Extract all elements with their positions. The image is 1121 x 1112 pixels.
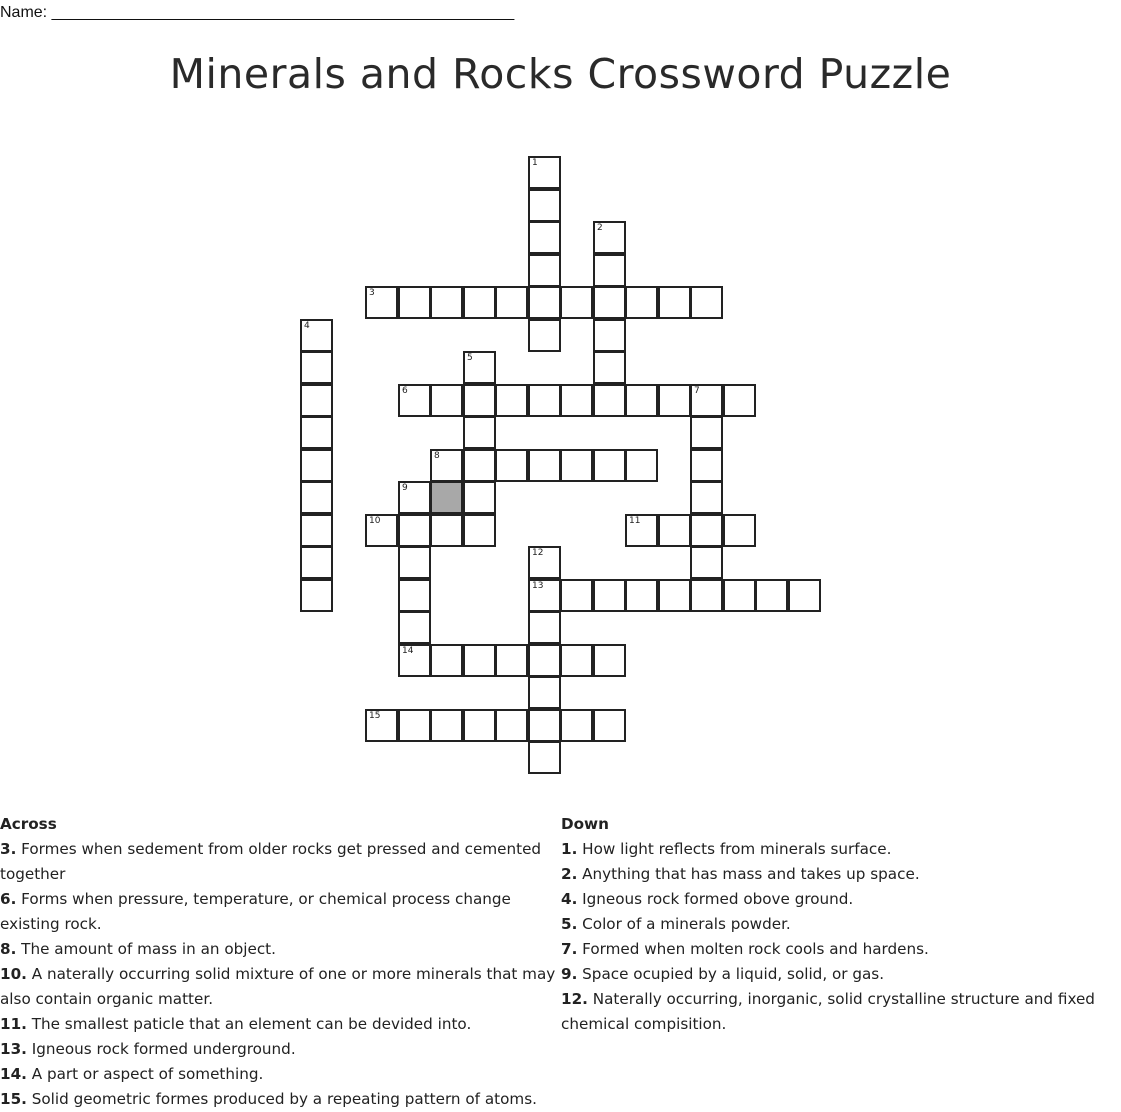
grid-cell[interactable] [365, 709, 398, 742]
grid-cell[interactable] [463, 384, 496, 417]
clue-text: Solid geometric formes produced by a repeating pattern of atoms. [26, 1090, 537, 1108]
clue-number: 14. [0, 1065, 27, 1083]
clue-number: 1 [532, 158, 538, 168]
grid-cell[interactable] [528, 384, 561, 417]
grid-cell[interactable] [593, 221, 626, 254]
across-clues [0, 812, 556, 1112]
clue-text: Anything that has mass and takes up space. [577, 865, 920, 883]
down-clue [561, 862, 1119, 887]
grid-cell[interactable] [398, 611, 431, 644]
clue-number: 8. [0, 940, 17, 958]
clue-text: Color of a minerals powder. [577, 915, 791, 933]
across-clue [0, 937, 556, 962]
clue-number: 12. [561, 990, 588, 1008]
grid-cell[interactable] [300, 384, 333, 417]
grid-cell[interactable] [690, 416, 723, 449]
clue-text: Igneous rock formed underground. [26, 1040, 296, 1058]
clue-number: 13 [532, 581, 544, 591]
grid-cell[interactable] [528, 709, 561, 742]
clue-number: 9 [402, 483, 408, 493]
grid-cell[interactable] [560, 384, 593, 417]
grid-cell[interactable] [528, 221, 561, 254]
down-clue [561, 962, 1119, 987]
clue-text: Forms when pressure, temperature, or chemical process change existing rock. [0, 890, 511, 933]
grid-cell[interactable] [690, 546, 723, 579]
across-clue [0, 1087, 556, 1112]
grid-cell[interactable] [690, 449, 723, 482]
grid-cell[interactable] [593, 319, 626, 352]
grid-cell[interactable] [430, 514, 463, 547]
down-clue [561, 887, 1119, 912]
grid-cell[interactable] [398, 644, 431, 677]
grid-cell[interactable] [495, 709, 528, 742]
grid-cell[interactable] [430, 384, 463, 417]
clue-number: 10. [0, 965, 27, 983]
grid-cell[interactable] [690, 579, 723, 612]
grid-cell[interactable] [528, 676, 561, 709]
grid-cell[interactable] [658, 286, 691, 319]
grid-cell[interactable] [560, 449, 593, 482]
shaded-grid-cell [430, 481, 463, 514]
clue-number: 3 [369, 288, 375, 298]
grid-cell[interactable] [528, 546, 561, 579]
grid-cell[interactable] [463, 709, 496, 742]
clue-number: 12 [532, 548, 544, 558]
clue-text: The smallest paticle that an element can be devided into. [26, 1015, 472, 1033]
across-clue [0, 962, 556, 1012]
clue-number: 8 [434, 451, 440, 461]
across-clue [0, 1037, 556, 1062]
grid-cell[interactable] [528, 579, 561, 612]
clue-number: 5. [561, 915, 578, 933]
down-clue [561, 937, 1119, 962]
grid-cell[interactable] [300, 319, 333, 352]
grid-cell[interactable] [658, 579, 691, 612]
grid-cell[interactable] [755, 579, 788, 612]
clue-text: Formed when molten rock cools and hardens. [577, 940, 929, 958]
grid-cell[interactable] [463, 644, 496, 677]
grid-cell[interactable] [463, 351, 496, 384]
clue-text: Naterally occurring, inorganic, solid crystalline structure and fixed chemical compisition. [561, 990, 1095, 1033]
clue-number: 4 [304, 321, 310, 331]
clue-text: A part or aspect of something. [26, 1065, 264, 1083]
grid-cell[interactable] [625, 384, 658, 417]
clue-number: 5 [467, 353, 473, 363]
clue-number: 13. [0, 1040, 27, 1058]
grid-cell[interactable] [593, 579, 626, 612]
grid-cell[interactable] [528, 741, 561, 774]
grid-cell[interactable] [560, 286, 593, 319]
grid-cell[interactable] [365, 514, 398, 547]
grid-cell[interactable] [723, 384, 756, 417]
clue-number: 2. [561, 865, 578, 883]
grid-cell[interactable] [463, 514, 496, 547]
grid-cell[interactable] [560, 709, 593, 742]
clue-number: 15. [0, 1090, 27, 1108]
down-clue [561, 837, 1119, 862]
clue-number: 2 [597, 223, 603, 233]
down-clue [561, 987, 1119, 1037]
across-clue [0, 1062, 556, 1087]
grid-cell[interactable] [658, 514, 691, 547]
clue-text: Igneous rock formed obove ground. [577, 890, 854, 908]
grid-cell[interactable] [463, 449, 496, 482]
grid-cell[interactable] [593, 351, 626, 384]
grid-cell[interactable] [723, 579, 756, 612]
grid-cell[interactable] [593, 286, 626, 319]
grid-cell[interactable] [690, 481, 723, 514]
clue-text: How light reflects from minerals surface. [577, 840, 892, 858]
grid-cell[interactable] [593, 709, 626, 742]
grid-cell[interactable] [528, 449, 561, 482]
grid-cell[interactable] [528, 319, 561, 352]
grid-cell[interactable] [495, 286, 528, 319]
grid-cell[interactable] [625, 514, 658, 547]
grid-cell[interactable] [398, 514, 431, 547]
grid-cell[interactable] [593, 644, 626, 677]
grid-cell[interactable] [528, 644, 561, 677]
name-field-label: Name: ____________________________________________________ [0, 4, 515, 21]
clue-number: 6. [0, 890, 17, 908]
grid-cell[interactable] [690, 286, 723, 319]
across-clue [0, 1012, 556, 1037]
grid-cell[interactable] [398, 286, 431, 319]
grid-cell[interactable] [398, 709, 431, 742]
down-clues [561, 812, 1119, 1037]
grid-cell[interactable] [430, 709, 463, 742]
grid-cell[interactable] [300, 546, 333, 579]
grid-cell[interactable] [300, 579, 333, 612]
grid-cell[interactable] [398, 579, 431, 612]
grid-cell[interactable] [495, 644, 528, 677]
down-heading: Down [561, 815, 609, 833]
grid-cell[interactable] [495, 384, 528, 417]
clue-number: 1. [561, 840, 578, 858]
clue-number: 7 [694, 386, 700, 396]
grid-cell[interactable] [463, 481, 496, 514]
grid-cell[interactable] [430, 644, 463, 677]
clue-number: 4. [561, 890, 578, 908]
grid-cell[interactable] [625, 286, 658, 319]
page-title: Minerals and Rocks Crossword Puzzle [169, 50, 952, 98]
grid-cell[interactable] [495, 449, 528, 482]
grid-cell[interactable] [528, 286, 561, 319]
across-clue [0, 837, 556, 887]
grid-cell[interactable] [690, 514, 723, 547]
grid-cell[interactable] [300, 449, 333, 482]
clue-number: 7. [561, 940, 578, 958]
down-clue [561, 912, 1119, 937]
grid-cell[interactable] [528, 611, 561, 644]
grid-cell[interactable] [625, 579, 658, 612]
grid-cell[interactable] [528, 254, 561, 287]
across-heading: Across [0, 815, 57, 833]
grid-cell[interactable] [300, 514, 333, 547]
grid-cell[interactable] [300, 416, 333, 449]
clue-text: Space ocupied by a liquid, solid, or gas. [577, 965, 885, 983]
clue-text: A naterally occurring solid mixture of one or more minerals that may also contain organic matter. [0, 965, 556, 1008]
grid-cell[interactable] [560, 644, 593, 677]
grid-cell[interactable] [593, 449, 626, 482]
clue-text: Formes when sedement from older rocks get pressed and cemented together [0, 840, 542, 883]
grid-cell[interactable] [593, 254, 626, 287]
clue-number: 9. [561, 965, 578, 983]
grid-cell[interactable] [398, 546, 431, 579]
clue-number: 14 [402, 646, 414, 656]
grid-cell[interactable] [430, 449, 463, 482]
grid-cell[interactable] [528, 156, 561, 189]
clue-number: 10 [369, 516, 381, 526]
grid-cell[interactable] [463, 416, 496, 449]
grid-cell[interactable] [300, 481, 333, 514]
grid-cell[interactable] [463, 286, 496, 319]
clue-number: 11 [629, 516, 641, 526]
clue-number: 15 [369, 711, 381, 721]
grid-cell[interactable] [690, 384, 723, 417]
grid-cell[interactable] [430, 286, 463, 319]
clue-text: The amount of mass in an object. [16, 940, 276, 958]
grid-cell[interactable] [658, 384, 691, 417]
grid-cell[interactable] [625, 449, 658, 482]
grid-cell[interactable] [593, 384, 626, 417]
clue-number: 3. [0, 840, 17, 858]
grid-cell[interactable] [788, 579, 821, 612]
grid-cell[interactable] [528, 189, 561, 222]
grid-cell[interactable] [560, 579, 593, 612]
across-clue [0, 887, 556, 937]
grid-cell[interactable] [723, 514, 756, 547]
grid-cell[interactable] [300, 351, 333, 384]
grid-cell[interactable] [365, 286, 398, 319]
grid-cell[interactable] [398, 481, 431, 514]
clue-number: 11. [0, 1015, 27, 1033]
grid-cell[interactable] [398, 384, 431, 417]
clue-number: 6 [402, 386, 408, 396]
